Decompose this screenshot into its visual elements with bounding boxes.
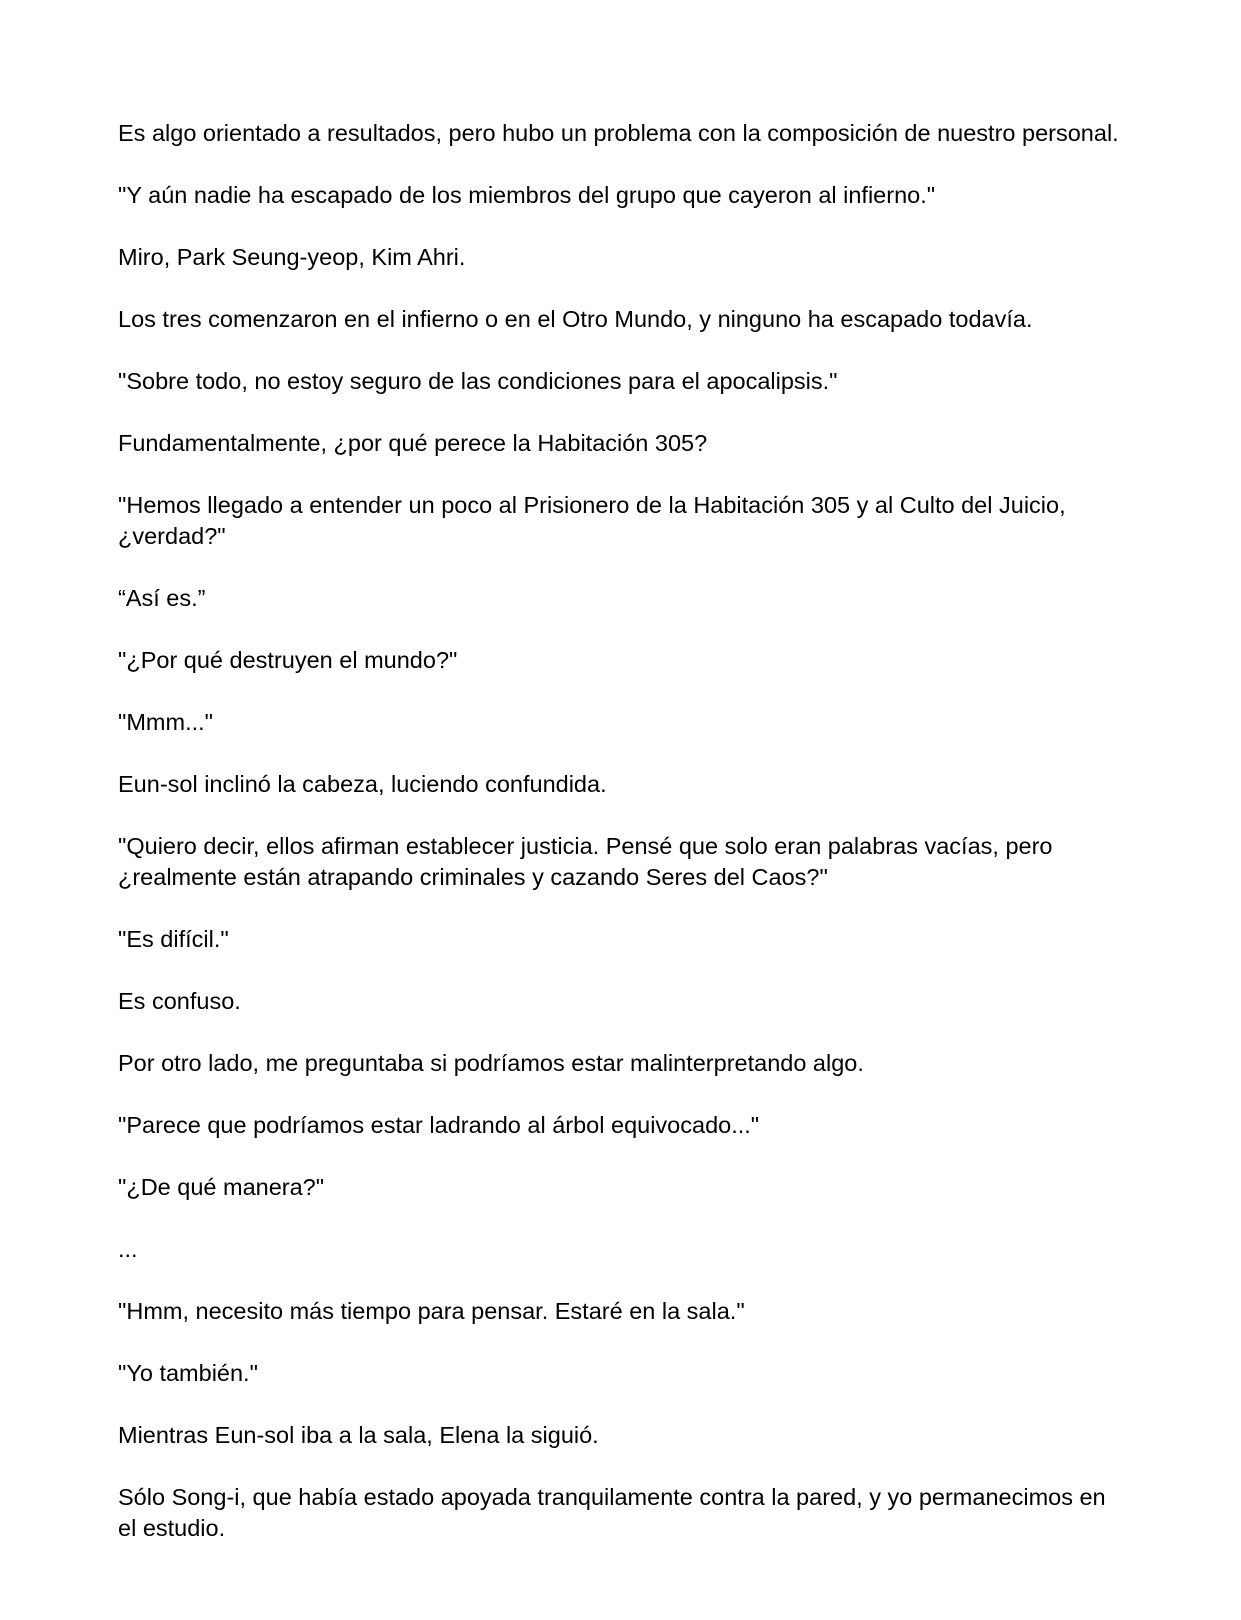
paragraph: "Mmm..." (118, 709, 213, 735)
paragraph: Sólo Song-i, que había estado apoyada tranquilamente contra la pared, y yo permanecimos en el estudio. (118, 1484, 1106, 1541)
paragraph: “Así es.” (118, 585, 206, 611)
paragraph: "Y aún nadie ha escapado de los miembros del grupo que cayeron al infierno." (118, 182, 936, 208)
paragraph: "¿Por qué destruyen el mundo?" (118, 647, 458, 673)
paragraph: "Quiero decir, ellos afirman establecer justicia. Pensé que solo eran palabras vacías, pero ¿realmente están atrapando criminales y cazando Seres del Caos?" (118, 833, 1053, 890)
paragraph: "Hmm, necesito más tiempo para pensar. Estaré en la sala." (118, 1298, 745, 1324)
paragraph: "Es difícil." (118, 926, 229, 952)
paragraph: Miro, Park Seung-yeop, Kim Ahri. (118, 244, 466, 270)
paragraph: "Hemos llegado a entender un poco al Prisionero de la Habitación 305 y al Culto del Juicio, ¿verdad?" (118, 492, 1066, 549)
paragraph: Mientras Eun-sol iba a la sala, Elena la siguió. (118, 1422, 599, 1448)
paragraph: "¿De qué manera?" (118, 1174, 325, 1200)
paragraph: "Yo también." (118, 1360, 258, 1386)
paragraph: Por otro lado, me preguntaba si podríamos estar malinterpretando algo. (118, 1050, 864, 1076)
paragraph: "Parece que podríamos estar ladrando al árbol equivocado..." (118, 1112, 760, 1138)
paragraph: Eun-sol inclinó la cabeza, luciendo confundida. (118, 771, 607, 797)
paragraph: Fundamentalmente, ¿por qué perece la Habitación 305? (118, 430, 708, 456)
document-body (118, 118, 1128, 1544)
paragraph: Los tres comenzaron en el infierno o en el Otro Mundo, y ninguno ha escapado todavía. (118, 306, 1033, 332)
paragraph: ... (118, 1236, 138, 1262)
paragraph: Es algo orientado a resultados, pero hubo un problema con la composición de nuestro personal. (118, 120, 1119, 146)
paragraph: Es confuso. (118, 988, 241, 1014)
paragraph: "Sobre todo, no estoy seguro de las condiciones para el apocalipsis." (118, 368, 838, 394)
